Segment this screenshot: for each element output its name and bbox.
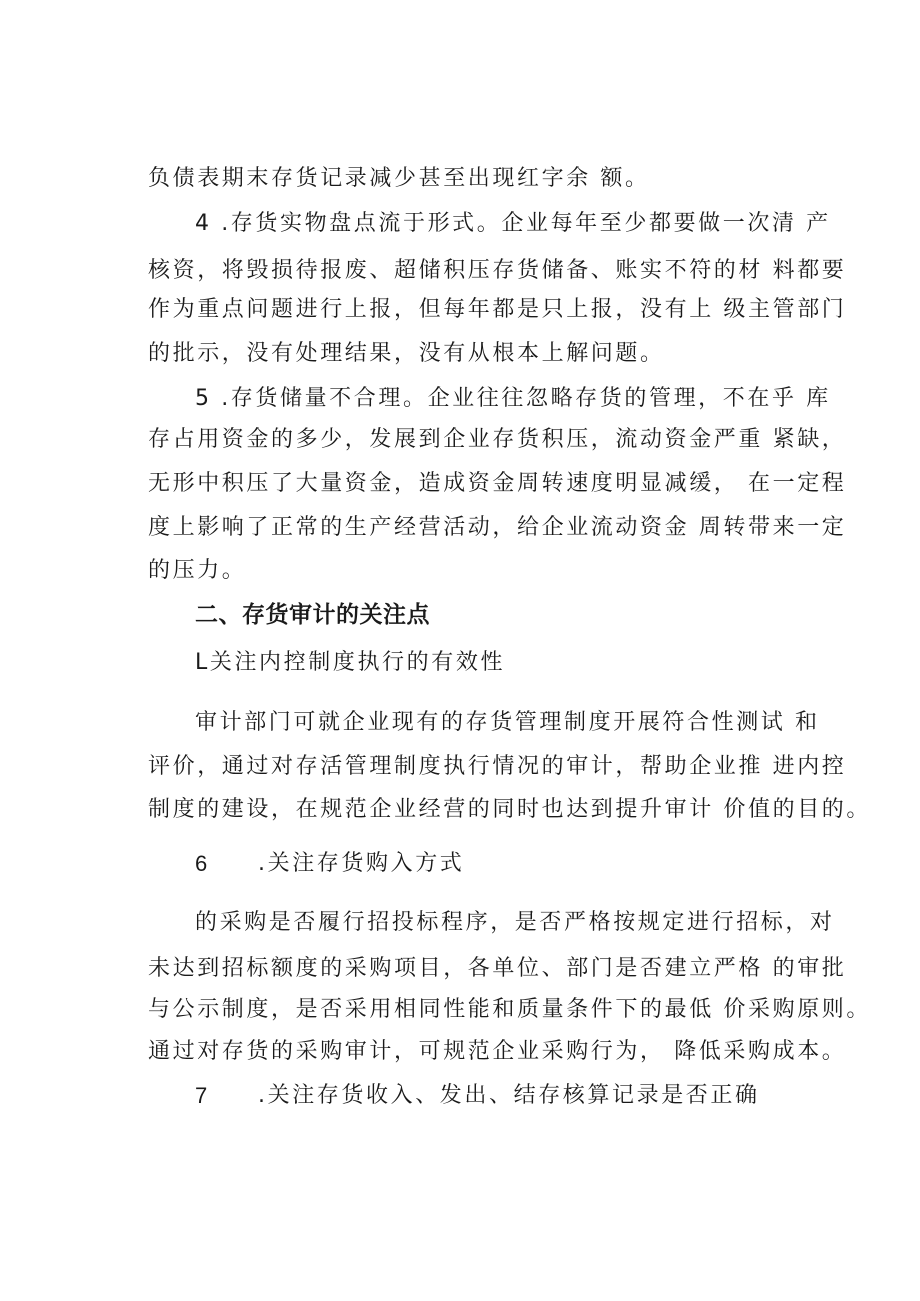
paragraph-line: 的采购是否履行招投标程序，是否严格按规定进行招标，对 bbox=[195, 910, 835, 935]
subheading-number: 7 bbox=[195, 1083, 208, 1108]
subheading: L关注内控制度执行的有效性 bbox=[195, 650, 506, 675]
paragraph-line: 评价，通过对存活管理制度执行情况的审计，帮助企业推 进内控 bbox=[148, 754, 847, 779]
paragraph-line: 核资，将毁损待报废、超储积压存货储备、账实不符的材 料都要 bbox=[148, 258, 847, 283]
paragraph-line: 度上影响了正常的生产经营活动，给企业流动资金 周转带来一定 bbox=[148, 515, 847, 540]
subheading-number: 6 bbox=[195, 851, 208, 876]
paragraph-line: 制度的建设，在规范企业经营的同时也达到提升审计 价值的目的。 bbox=[148, 797, 871, 822]
paragraph-line: 与公示制度，是否采用相同性能和质量条件下的最低 价采购原则。 bbox=[148, 997, 871, 1022]
section-heading: 二、存货审计的关注点 bbox=[195, 602, 430, 628]
paragraph-line: 负债表期末存货记录减少甚至出现红字余 额。 bbox=[148, 166, 650, 191]
paragraph-line: 作为重点问题进行上报，但每年都是只上报，没有上 级主管部门 bbox=[148, 297, 847, 322]
paragraph-line: 存占用资金的多少，发展到企业存货积压，流动资金严重 紧缺， bbox=[148, 427, 847, 452]
paragraph-line: 的压力。 bbox=[148, 558, 247, 583]
subheading: .关注存货购入方式 bbox=[258, 851, 465, 876]
paragraph-line: 5 .存货储量不合理。企业往往忽略存货的管理，不在乎 库 bbox=[195, 386, 831, 411]
paragraph-line: 未达到招标额度的采购项目，各单位、部门是否建立严格 的审批 bbox=[148, 956, 847, 981]
subheading: .关注存货收入、发出、结存核算记录是否正确 bbox=[258, 1083, 760, 1108]
paragraph-line: 的批示，没有处理结果，没有从根本上解问题。 bbox=[148, 341, 665, 366]
paragraph-line: 审计部门可就企业现有的存货管理制度开展符合性测试 和 bbox=[195, 710, 820, 735]
paragraph-line: 无形中积压了大量资金，造成资金周转速度明显减缓， 在一定程 bbox=[148, 471, 847, 496]
paragraph-line: 4 .存货实物盘点流于形式。企业每年至少都要做一次清 产 bbox=[195, 211, 831, 236]
paragraph-line: 通过对存货的采购审计，可规范企业采购行为， 降低采购成本。 bbox=[148, 1039, 847, 1064]
